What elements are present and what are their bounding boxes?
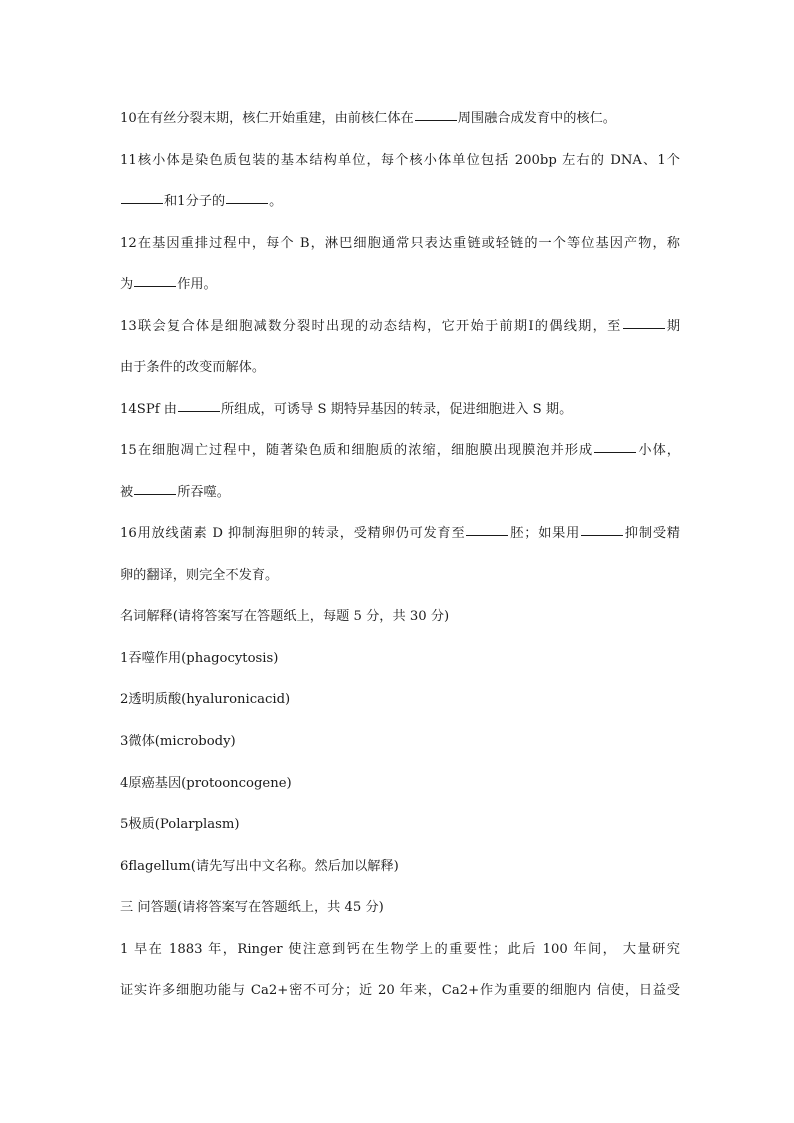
- text: 12在基因重排过程中，每个 B，淋巴细胞通常只表达重链或轻链的一个等位基因产物，称: [120, 236, 680, 251]
- fill-blank[interactable]: [623, 327, 665, 329]
- text: 15在细胞凋亡过程中，随著染色质和细胞质的浓缩，细胞膜出现膜泡并形成: [120, 443, 594, 458]
- fill-blank[interactable]: [594, 451, 636, 453]
- text: 抑制受精: [624, 526, 680, 541]
- text: 三 问答题(请将答案写在答题纸上，共 45 分): [120, 900, 384, 915]
- text: 。: [269, 194, 283, 209]
- question-12-line1: [120, 235, 680, 253]
- text: 13联会复合体是细胞减数分裂时出现的动态结构，它开始于前期Ⅰ的偶线期，至: [120, 319, 622, 334]
- text: 3微体(microbody): [120, 734, 236, 749]
- text: 期: [665, 319, 681, 334]
- term-3: [120, 733, 680, 751]
- term-1: [120, 650, 680, 668]
- answer-1-line1: [120, 941, 680, 959]
- fill-blank[interactable]: [226, 202, 268, 204]
- text: 1吞噬作用(phagocytosis): [120, 651, 279, 666]
- text: 11核小体是染色质包装的基本结构单位，每个核小体单位包括 200bp 左右的 DNA、1个: [120, 153, 680, 168]
- question-16-line1: [120, 525, 680, 543]
- text: 6flagellum(请先写出中文名称。然后加以解释): [120, 859, 399, 874]
- text: 所吞噬。: [177, 485, 230, 500]
- text: 被: [120, 485, 134, 500]
- text: 证实许多细胞功能与 Ca2+密不可分；近 20 年来，Ca2+作为重要的细胞内 信使，日益受: [120, 983, 680, 998]
- question-13-line1: [120, 318, 680, 336]
- term-2: [120, 691, 680, 709]
- question-10: [120, 110, 680, 128]
- text: 由于条件的改变而解体。: [120, 360, 266, 375]
- term-5: [120, 816, 680, 834]
- question-11-line1: [120, 152, 680, 170]
- text: 4原癌基因(protooncogene): [120, 776, 292, 791]
- question-13-line2: [120, 359, 680, 377]
- text: 14SPf 由: [120, 402, 177, 417]
- question-12-line2: [120, 276, 680, 294]
- section-heading-questions: [120, 899, 680, 917]
- fill-blank[interactable]: [178, 410, 220, 412]
- question-16-line2: [120, 567, 680, 585]
- text: 名词解释(请将答案写在答题纸上，每题 5 分，共 30 分): [120, 609, 450, 624]
- question-15-line1: [120, 442, 680, 460]
- fill-blank[interactable]: [121, 202, 163, 204]
- text: 卵的翻译，则完全不发育。: [120, 568, 279, 583]
- question-14: [120, 401, 680, 419]
- text: 周围融合成发育中的核仁。: [457, 111, 616, 126]
- question-15-line2: [120, 484, 680, 502]
- text: 和1分子的: [164, 194, 226, 209]
- question-11-line2: [120, 193, 680, 211]
- text: 2透明质酸(hyaluronicacid): [120, 692, 291, 707]
- answer-1-line2: [120, 982, 680, 1000]
- text: 1 早在 1883 年，Ringer 使注意到钙在生物学上的重要性；此后 100 年间， 大量研究: [120, 942, 680, 957]
- text: 5极质(Polarplasm): [120, 817, 240, 832]
- text: 作用。: [177, 277, 217, 292]
- fill-blank[interactable]: [134, 285, 176, 287]
- section-heading-definitions: [120, 608, 680, 626]
- fill-blank[interactable]: [415, 119, 457, 121]
- term-4: [120, 775, 680, 793]
- fill-blank[interactable]: [134, 493, 176, 495]
- text: 小体，: [637, 443, 680, 458]
- term-6: [120, 858, 680, 876]
- text: 所组成，可诱导 S 期特异基因的转录，促进细胞进入 S 期。: [220, 402, 573, 417]
- fill-blank[interactable]: [581, 534, 623, 536]
- text: 10在有丝分裂末期，核仁开始重建，由前核仁体在: [120, 111, 414, 126]
- fill-blank[interactable]: [466, 534, 508, 536]
- text: 为: [120, 277, 134, 292]
- text: 16用放线菌素 D 抑制海胆卵的转录，受精卵仍可发育至: [120, 526, 466, 541]
- text: 胚；如果用: [509, 526, 581, 541]
